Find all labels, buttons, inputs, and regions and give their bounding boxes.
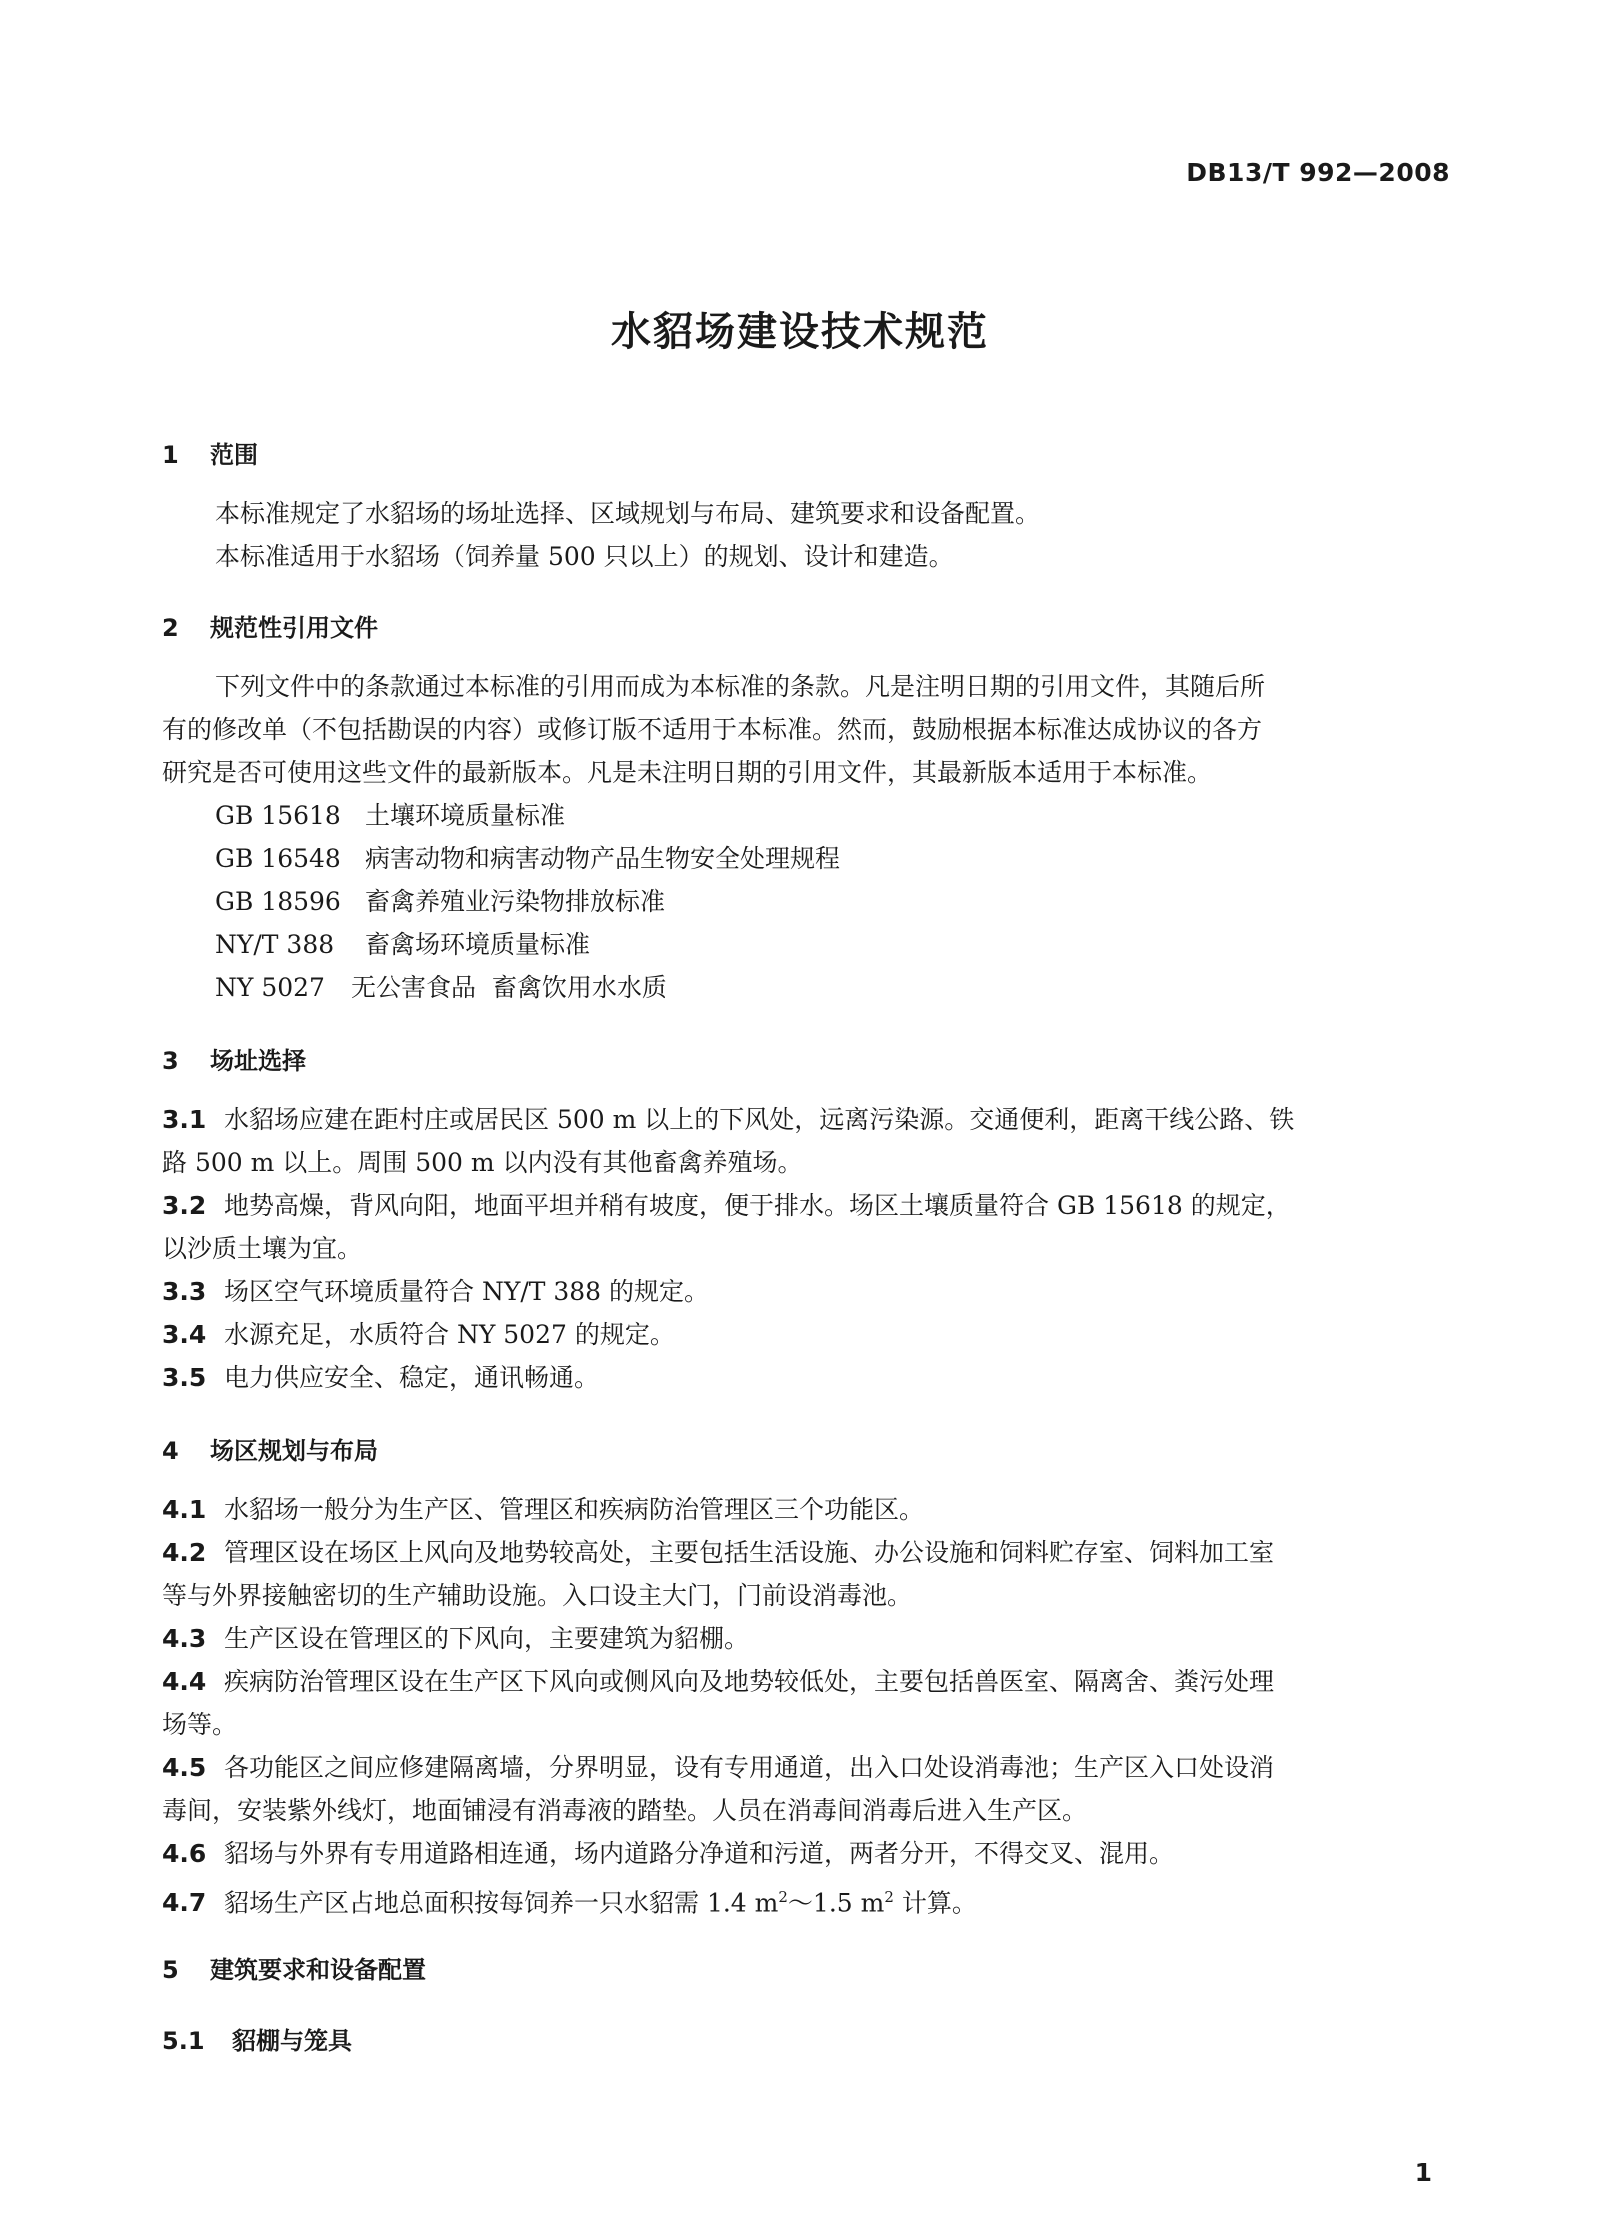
clause-3-3: 3.3 场区空气环境质量符合 NY/T 388 的规定。 [162,1277,710,1306]
reference-item: NY/T 388 畜禽场环境质量标准 [215,930,591,959]
reference-item: GB 15618 土壤环境质量标准 [215,801,566,830]
clause-4-4-line-2: 场等。 [162,1710,238,1739]
clause-4-3: 4.3 生产区设在管理区的下风向，主要建筑为貂棚。 [162,1624,750,1653]
section-1-heading: 1 范围 [162,441,258,469]
clause-4-2-line-2: 等与外界接触密切的生产辅助设施。入口设主大门，门前设消毒池。 [162,1581,913,1610]
clause-3-4: 3.4 水源充足，水质符合 NY 5027 的规定。 [162,1320,675,1349]
clause-4-2-line-1: 4.2 管理区设在场区上风向及地势较高处，主要包括生活设施、办公设施和饲料贮存室、饲料加工室 [162,1538,1275,1567]
section-2-paragraph-line-2: 有的修改单（不包括勘误的内容）或修订版不适用于本标准。然而，鼓励根据本标准达成协议的各方 [162,715,1263,744]
section-1-paragraph-2: 本标准适用于水貂场（饲养量 500 只以上）的规划、设计和建造。 [215,542,954,571]
clause-4-4-line-1: 4.4 疾病防治管理区设在生产区下风向或侧风向及地势较低处，主要包括兽医室、隔离舍、粪污处理 [162,1667,1275,1696]
clause-3-5: 3.5 电力供应安全、稳定，通讯畅通。 [162,1363,600,1392]
reference-item: NY 5027 无公害食品 畜禽饮用水水质 [215,973,667,1002]
clause-4-6: 4.6 貂场与外界有专用道路相连通，场内道路分净道和污道，两者分开，不得交叉、混用。 [162,1839,1175,1868]
reference-item: GB 16548 病害动物和病害动物产品生物安全处理规程 [215,844,841,873]
section-4-heading: 4 场区规划与布局 [162,1437,378,1465]
document-title: 水貂场建设技术规范 [611,309,989,355]
section-3-heading: 3 场址选择 [162,1047,306,1075]
clause-3-2-line-1: 3.2 地势高燥，背风向阳，地面平坦并稍有坡度，便于排水。场区土壤质量符合 GB 15618 的规定， [162,1191,1291,1220]
clause-4-7: 4.7 貂场生产区占地总面积按每饲养一只水貂需 1.4 $m^2\sim 1.5$ $m^2$ 计算。 [162,1888,977,1918]
clause-4-5-line-2: 毒间，安装紫外线灯，地面铺浸有消毒液的踏垫。人员在消毒间消毒后进入生产区。 [162,1796,1088,1825]
section-2-heading: 2 规范性引用文件 [162,614,378,642]
reference-item: GB 18596 畜禽养殖业污染物排放标准 [215,887,666,916]
clause-3-1-line-1: 3.1 水貂场应建在距村庄或居民区 500 m 以上的下风处，远离污染源。交通便利，距离干线公路、铁 [162,1105,1295,1134]
section-5-heading: 5 建筑要求和设备配置 [162,1956,426,1984]
page-number: 1 [1414,2158,1432,2187]
section-2-paragraph-line-1: 下列文件中的条款通过本标准的引用而成为本标准的条款。凡是注明日期的引用文件，其随后所 [215,672,1266,701]
section-1-paragraph-1: 本标准规定了水貂场的场址选择、区域规划与布局、建筑要求和设备配置。 [215,499,1041,528]
standard-code: DB13/T 992—2008 [1186,158,1450,187]
section-2-paragraph-line-3: 研究是否可使用这些文件的最新版本。凡是未注明日期的引用文件，其最新版本适用于本标准。 [162,758,1213,787]
clause-3-2-line-2: 以沙质土壤为宜。 [162,1234,363,1263]
clause-3-1-line-2: 路 500 m 以上。周围 500 m 以内没有其他畜禽养殖场。 [162,1148,803,1177]
clause-4-1: 4.1 水貂场一般分为生产区、管理区和疾病防治管理区三个功能区。 [162,1495,925,1524]
clause-4-5-line-1: 4.5 各功能区之间应修建隔离墙，分界明显，设有专用通道，出入口处设消毒池；生产区入口处设消 [162,1753,1275,1782]
subsection-5-1-heading: 5.1 貂棚与笼具 [162,2027,352,2055]
